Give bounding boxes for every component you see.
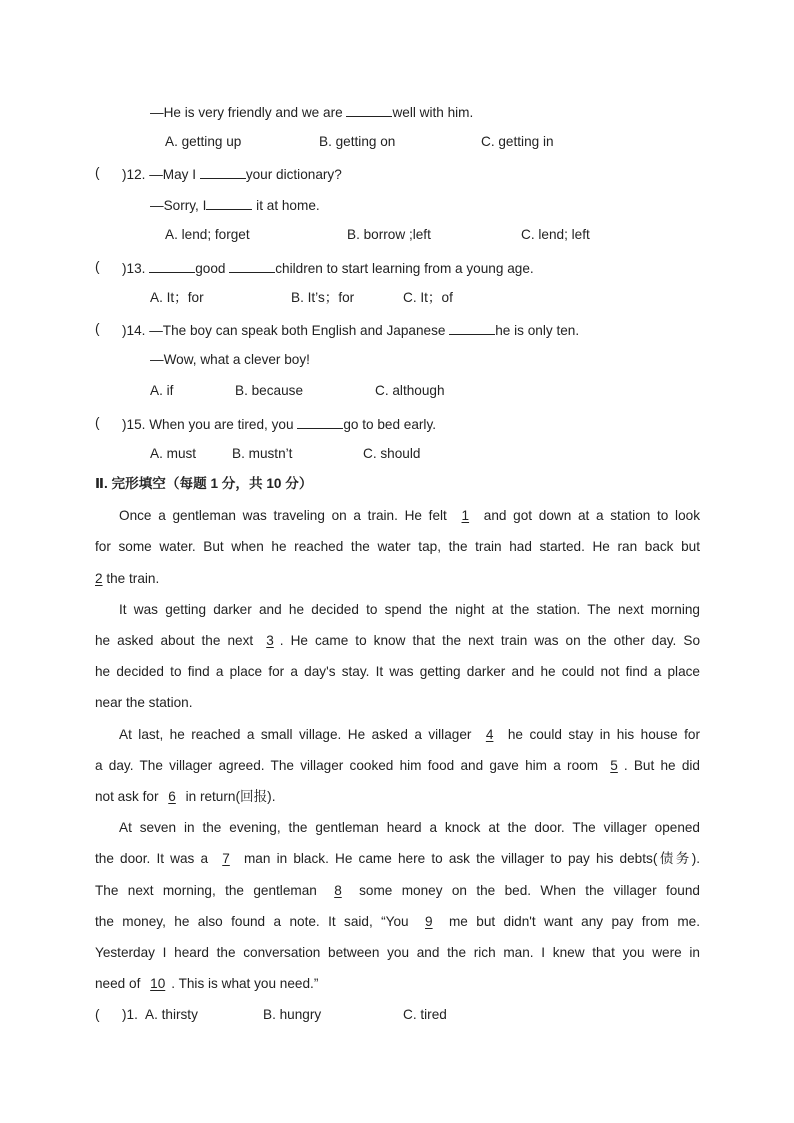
passage-line bbox=[95, 915, 700, 929]
passage-line: At seven in the evening, the gentleman heard a knock at the door. The villager opened bbox=[119, 820, 700, 835]
passage-line bbox=[95, 852, 700, 866]
blank-9: 9 bbox=[425, 914, 433, 929]
passage-text: . He came to know that the next train was on the other day. So bbox=[279, 633, 701, 648]
q11-text-a: —He is very friendly and we are bbox=[150, 105, 347, 120]
blank-7: 7 bbox=[222, 851, 230, 866]
blank-4: 4 bbox=[485, 727, 494, 742]
blank-5: 5 bbox=[610, 758, 618, 773]
passage-line: near the station. bbox=[95, 695, 193, 710]
passage-line: he decided to find a place for a day's stay. It was getting darker and he could not find a place bbox=[95, 664, 700, 679]
q13-number: )13. bbox=[122, 261, 150, 276]
passage-text: Once a gentleman was traveling on a train. He felt bbox=[119, 508, 454, 523]
passage-text: The next morning, the gentleman bbox=[95, 883, 327, 898]
passage-text: man in black. He came here to ask the villager to pay his debts(债务). bbox=[237, 851, 700, 866]
q11-option-a: A. getting up bbox=[165, 134, 242, 149]
q15-option-a: A. must bbox=[150, 446, 197, 461]
passage-text: the train. bbox=[102, 571, 160, 586]
q12-text-a: —May I bbox=[149, 167, 200, 182]
passage-text: he asked about the next bbox=[95, 633, 261, 648]
q11-blank bbox=[346, 104, 392, 117]
q12-blank-1 bbox=[200, 166, 246, 179]
passage-text: me but didn't want any pay from me. bbox=[440, 914, 701, 929]
q12-question bbox=[122, 166, 342, 182]
q15-bracket: ( bbox=[95, 415, 100, 430]
passage-line bbox=[95, 634, 700, 648]
passage-line bbox=[95, 790, 275, 804]
blank-8: 8 bbox=[334, 883, 342, 898]
q13-option-b: B. It’s；for bbox=[291, 290, 355, 305]
passage-text: . But he did bbox=[623, 758, 700, 773]
q13-blank-2 bbox=[229, 260, 275, 273]
passage-text: and got down at a station to look bbox=[477, 508, 700, 523]
q13-question bbox=[122, 260, 534, 276]
passage-line bbox=[95, 759, 700, 773]
passage-text: . This is what you need.” bbox=[171, 976, 319, 991]
q12-blank-2 bbox=[206, 197, 252, 210]
cloze1-option-a: A. thirsty bbox=[145, 1007, 198, 1022]
passage-line bbox=[119, 509, 700, 523]
q12-reply-b: it at home. bbox=[252, 198, 320, 213]
passage-text: in return(回报). bbox=[181, 789, 276, 804]
blank-1: 1 bbox=[461, 508, 470, 523]
q14-bracket: ( bbox=[95, 321, 100, 336]
passage-line: It was getting darker and he decided to spend the night at the station. The next morning bbox=[119, 602, 700, 617]
passage-text: he could stay in his house for bbox=[501, 727, 700, 742]
q15-number: )15. bbox=[122, 417, 150, 432]
q15-option-c: C. should bbox=[363, 446, 421, 461]
passage-line bbox=[95, 884, 700, 898]
q14-text-a: —The boy can speak both English and Japanese bbox=[149, 323, 450, 338]
q11-text-b: well with him. bbox=[392, 105, 474, 120]
passage-line bbox=[95, 572, 159, 586]
q15-blank bbox=[297, 416, 343, 429]
q12-option-c: C. lend; left bbox=[521, 227, 590, 242]
cloze1-option-b: B. hungry bbox=[263, 1007, 322, 1022]
passage-text: At last, he reached a small village. He asked a villager bbox=[119, 727, 478, 742]
q13-text-b: children to start learning from a young age. bbox=[275, 261, 534, 276]
passage-text: some money on the bed. When the villager found bbox=[349, 883, 700, 898]
section-title: Ⅱ. 完形填空（每题 1 分，共 10 分） bbox=[95, 476, 313, 491]
passage-line bbox=[95, 977, 318, 991]
q14-option-b: B. because bbox=[235, 383, 304, 398]
q14-number: )14. bbox=[122, 323, 150, 338]
cloze1-bracket: ( bbox=[95, 1007, 100, 1022]
q13-text-a: good bbox=[195, 261, 230, 276]
q14-text-b: he is only ten. bbox=[495, 323, 580, 338]
passage-line bbox=[119, 728, 700, 742]
cloze1-option-c: C. tired bbox=[403, 1007, 447, 1022]
q14-option-a: A. if bbox=[150, 383, 174, 398]
passage-line: Yesterday I heard the conversation between you and the rich man. I knew that you were in bbox=[95, 945, 700, 960]
q14-option-c: C. although bbox=[375, 383, 445, 398]
q15-option-b: B. mustn’t bbox=[232, 446, 293, 461]
passage-line: for some water. But when he reached the water tap, the train had started. He ran back but bbox=[95, 539, 700, 554]
q14-blank bbox=[449, 322, 495, 335]
q12-option-b: B. borrow ;left bbox=[347, 227, 431, 242]
q13-blank-1 bbox=[149, 260, 195, 273]
q11-option-c: C. getting in bbox=[481, 134, 554, 149]
passage-text: not ask for bbox=[95, 789, 163, 804]
blank-10: 10 bbox=[150, 976, 166, 991]
passage-text: need of bbox=[95, 976, 145, 991]
q15-text-b: go to bed early. bbox=[343, 417, 437, 432]
blank-3: 3 bbox=[266, 633, 274, 648]
q11-option-b: B. getting on bbox=[319, 134, 396, 149]
q15-question bbox=[122, 416, 436, 432]
q15-text-a: When you are tired, you bbox=[149, 417, 298, 432]
q12-text-b: your dictionary? bbox=[245, 167, 342, 182]
q12-number: )12. bbox=[122, 167, 150, 182]
q13-option-c: C. It；of bbox=[403, 290, 453, 305]
blank-2: 2 bbox=[95, 571, 103, 586]
q13-bracket: ( bbox=[95, 259, 100, 274]
q11-dialogue bbox=[150, 104, 473, 120]
q12-bracket: ( bbox=[95, 165, 100, 180]
q14-reply: —Wow, what a clever boy! bbox=[150, 352, 310, 367]
blank-6: 6 bbox=[168, 789, 176, 804]
q12-reply bbox=[150, 197, 320, 213]
q14-question bbox=[122, 322, 579, 338]
cloze1-number: )1. bbox=[122, 1007, 138, 1022]
q12-reply-a: —Sorry, I bbox=[150, 198, 207, 213]
passage-text: a day. The villager agreed. The villager cooked him food and gave him a room bbox=[95, 758, 605, 773]
q13-option-a: A. It；for bbox=[150, 290, 204, 305]
passage-text: the door. It was a bbox=[95, 851, 215, 866]
passage-text: the money, he also found a note. It said, “You bbox=[95, 914, 418, 929]
q12-option-a: A. lend; forget bbox=[165, 227, 250, 242]
